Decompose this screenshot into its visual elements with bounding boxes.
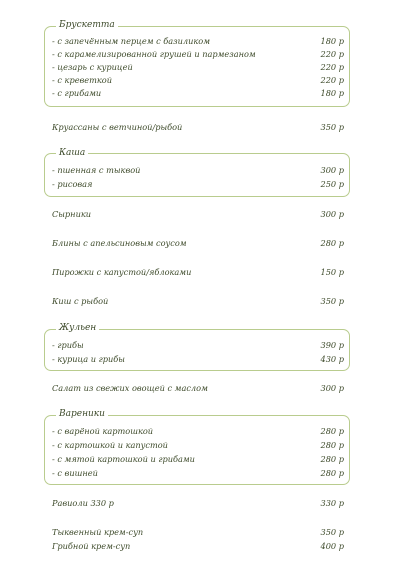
menu-item [52, 497, 344, 509]
menu-item-price: 280 р [320, 440, 344, 450]
menu-item [52, 121, 344, 133]
menu-item [52, 208, 344, 220]
menu-item-name: Пирожки с капустой/яблоками [52, 267, 192, 277]
menu-item-price: 300 р [320, 165, 344, 175]
menu-item-name: - с картошкой и капустой [52, 440, 168, 450]
menu-item [52, 453, 344, 465]
menu-group-title-porridge: Каша [56, 148, 88, 159]
menu-item-price: 350 р [320, 122, 344, 132]
menu-item-price: 280 р [320, 426, 344, 436]
menu-item-price: 250 р [320, 179, 344, 189]
menu-item-price: 330 р [320, 498, 344, 508]
menu-item [52, 164, 344, 176]
menu-item-name: - с карамелизированной грушей и пармезаном [52, 49, 256, 59]
menu-item-price: 400 р [320, 541, 344, 551]
menu-item [52, 540, 344, 552]
menu-item-price: 180 р [320, 36, 344, 46]
menu-item-price: 280 р [320, 454, 344, 464]
menu-item-name: - рисовая [52, 179, 93, 189]
menu-group-title-julienne: Жульен [56, 323, 99, 334]
menu-item-price: 180 р [320, 88, 344, 98]
menu-item-name: Салат из свежих овощей с маслом [52, 383, 208, 393]
menu-group-title-dumplings: Вареники [56, 409, 108, 420]
menu-item [52, 35, 344, 47]
menu-item-name: - цезарь с курицей [52, 62, 133, 72]
menu-item [52, 353, 344, 365]
menu-item-price: 220 р [320, 75, 344, 85]
menu-item-name: - курица и грибы [52, 354, 125, 364]
menu-item [52, 382, 344, 394]
menu-item-price: 350 р [320, 527, 344, 537]
menu-item-name: Равиоли 330 р [52, 498, 114, 508]
menu-item [52, 526, 344, 538]
menu-item-name: Круассаны с ветчиной/рыбой [52, 122, 183, 132]
menu-item-name: Грибной крем-суп [52, 541, 131, 551]
menu-item-name: Тыквенный крем-суп [52, 527, 144, 537]
menu-item-name: - с запечённым перцем с базиликом [52, 36, 211, 46]
menu-item [52, 61, 344, 73]
menu-item-name: - с грибами [52, 88, 102, 98]
menu-item-name: - с вишней [52, 468, 98, 478]
menu-item [52, 425, 344, 437]
menu-item-price: 350 р [320, 296, 344, 306]
menu-item-name: - с варёной картошкой [52, 426, 154, 436]
menu-item-name: - с мятой картошкой и грибами [52, 454, 195, 464]
menu-item [52, 48, 344, 60]
menu-item-price: 300 р [320, 209, 344, 219]
menu-item [52, 439, 344, 451]
menu-item-price: 390 р [320, 340, 344, 350]
menu-item-name: - грибы [52, 340, 84, 350]
menu-item-price: 150 р [320, 267, 344, 277]
menu-item-name: Блины с апельсиновым соусом [52, 238, 187, 248]
menu-item [52, 467, 344, 479]
menu-item-price: 280 р [320, 238, 344, 248]
menu-item-price: 220 р [320, 62, 344, 72]
menu-item-price: 300 р [320, 383, 344, 393]
menu-item-name: Киш с рыбой [52, 296, 109, 306]
menu-item [52, 339, 344, 351]
menu-item [52, 178, 344, 190]
menu-item-price: 280 р [320, 468, 344, 478]
menu-item-price: 220 р [320, 49, 344, 59]
menu-item [52, 266, 344, 278]
menu-item [52, 87, 344, 99]
menu-item-name: Сырники [52, 209, 92, 219]
menu-item-price: 430 р [320, 354, 344, 364]
menu-item-name: - с креветкой [52, 75, 112, 85]
menu-item [52, 74, 344, 86]
menu-group-title-bruschetta: Брускетта [56, 20, 118, 31]
menu-item-name: - пшенная с тыквой [52, 165, 141, 175]
menu-item [52, 295, 344, 307]
menu-item [52, 237, 344, 249]
